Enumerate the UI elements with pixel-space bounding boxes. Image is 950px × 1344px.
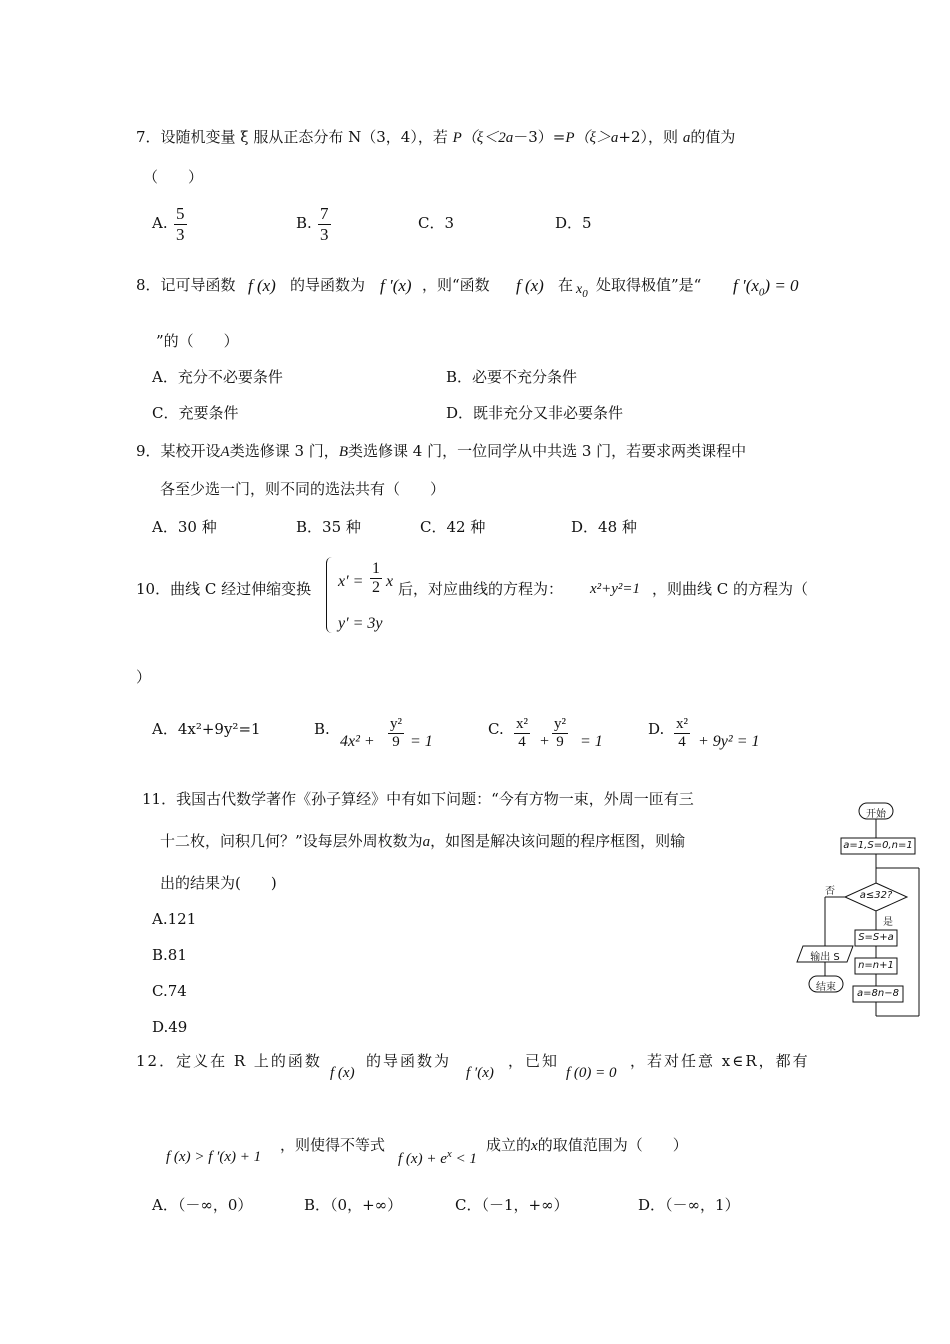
q10-stem-text: ，则曲线 C 的方程为（ [652,580,809,598]
q11-text: ，如图是解决该问题的程序框图，则输 [430,832,686,850]
option-b-fraction [318,205,331,244]
q12-ineq-sup: x [446,1148,452,1160]
option-a: A．（－∞，0） [152,1196,253,1214]
q10-stem-text: 10．曲线 C 经过伸缩变换 [136,580,312,598]
q8-stem-text: 处取得极值”是“ [596,276,702,294]
q9-line-1 [136,442,746,461]
q8-stem-text: 的导函数为 [290,276,366,294]
q10-close-paren: ） [136,668,152,686]
option-a-fraction [174,205,187,244]
system-line-1: x′ = [338,573,364,590]
flow-yes-label: 是 [883,917,893,928]
option-c: C.74 [152,982,187,1000]
fraction-denominator: 4 [678,733,686,750]
q8-x0-var: x [576,282,583,297]
option-b: B．35 种 [296,518,361,536]
fraction-numerator: 5 [176,204,185,223]
option-d: D.49 [152,1018,188,1036]
option-d: D．48 种 [571,518,637,536]
option-d-fraction [674,716,690,751]
fraction-denominator: 9 [392,733,400,750]
option-c: C．（－1，+∞） [455,1196,569,1214]
q7-stem [136,128,735,147]
option-d: D．5 [555,214,592,232]
option-c-term: = 1 [580,733,603,750]
option-a: A．30 种 [152,518,217,536]
q9-line-2: 各至少选一门，则不同的选法共有（ ） [160,480,446,498]
option-c: C．42 种 [420,518,486,536]
option-b-label: B. [314,720,330,738]
option-c-term: + [539,733,550,750]
q11-line-2 [160,832,685,851]
q7-stem-text: 的值为 [690,128,736,146]
fraction-numerator: y² [554,716,566,732]
q12-text: ，若对任意 x∈R，都有 [630,1052,810,1070]
program-flowchart [795,798,925,1038]
flow-condition: a≤32? [859,890,893,901]
option-b-label: B. [296,214,312,232]
flow-step-1: S=S+a [858,932,894,943]
option-a: A．充分不必要条件 [152,368,283,386]
option-b: B.81 [152,946,187,964]
q12-formula: f (x) [330,1065,355,1081]
q9-text: 9．某校开设 [136,442,221,460]
option-b-term: 4x² + [340,733,375,750]
q7-stem-text: P（ξ＜2 [452,130,506,146]
fraction-denominator: 2 [372,578,380,596]
system-line-2: y′ = 3y [338,615,383,632]
system-brace [326,557,335,633]
q7-stem-text: +2），则 [618,128,679,146]
q8-formula-text: ) = 0 [764,276,799,295]
option-d: D．既非充分又非必要条件 [446,404,624,422]
flow-step-2: n=n+1 [858,960,894,971]
q12-line-2 [486,1136,688,1155]
q11-line-1: 11．我国古代数学著作《孙子算经》中有如下问题：“今有方物一束，外周一匝有三 [142,790,694,808]
q7-stem-text: －3）= [513,128,566,146]
q8-formula-sub: 0 [758,286,765,299]
fraction-numerator: 7 [320,204,329,223]
q7-stem-text: P（ξ＞ [565,130,611,146]
option-c-label: C. [488,720,504,738]
q12-inequality-1: f (x) > f ′(x) + 1 [166,1149,262,1165]
q12-text: 12．定义在 R 上的函数 [136,1052,322,1070]
option-c-fraction-2 [552,716,568,751]
flow-no-label: 否 [825,886,835,897]
fraction-numerator: y² [390,716,402,732]
fraction-denominator: 3 [176,224,185,244]
q7-var-a: a [682,130,691,146]
system-line-1-x: x [386,573,394,590]
fraction-numerator: x² [516,716,528,732]
q9-text: 类选修课 3 门， [229,442,339,460]
q7-var-a: a [505,130,514,146]
q12-formula: f ′(x) [466,1065,494,1081]
q12-text: ，则使得不等式 [280,1136,386,1154]
q12-text: 的取值范围为（ ） [537,1136,688,1154]
q8-stem-text: 在 [558,276,574,294]
flow-start: 开始 [866,809,886,820]
option-b: B．必要不充分条件 [446,368,578,386]
q7-var-a: a [610,130,619,146]
option-b-term: = 1 [410,733,433,750]
option-a: A.121 [152,910,197,928]
option-d-term: + 9y² = 1 [698,733,760,750]
q8-formula: f ′(x) [380,276,412,295]
option-d: D．（－∞，1） [638,1196,740,1214]
option-c: C．3 [418,214,455,232]
fraction-numerator: 1 [372,560,380,577]
q8-stem-text: ”的（ ） [156,332,239,350]
flow-init: a=1,S=0,n=1 [843,840,913,851]
q8-stem-text: ，则“函数 [422,276,490,294]
fraction-denominator: 9 [556,733,564,750]
q12-formula: f (0) = 0 [566,1065,617,1081]
q12-text: 的导函数为 [366,1052,452,1070]
flowchart-lines [795,798,925,1038]
fraction-numerator: x² [676,716,688,732]
q9-var: A [220,444,230,460]
answer-paren: （ ） [143,168,204,186]
q8-formula: f (x) [248,276,276,295]
fraction-denominator: 3 [320,224,329,244]
q11-text: 十二枚，问积几何？”设每层外周枚数为 [160,832,423,850]
q9-var: B [338,444,348,460]
option-d-label: D. [648,720,665,738]
q12-text: 成立的 [486,1136,532,1154]
q8-stem-text: 8．记可导函数 [136,276,236,294]
option-c-fraction-1 [514,716,530,751]
q12-inequality-2 [398,1148,477,1168]
option-a-label: A. [152,214,168,232]
q12-text: ，已知 [508,1052,560,1070]
flow-step-3: a=8n−8 [857,988,899,999]
q10-equation: x²+y²=1 [590,581,641,597]
q8-x0 [576,282,588,301]
q10-stem-text: 后，对应曲线的方程为： [398,580,564,598]
q11-var: a [422,834,431,850]
option-c: C．充要条件 [152,404,239,422]
q8-formula-text: f ′(x [733,276,759,295]
q12-var: x [531,1138,538,1154]
q9-text: 类选修课 4 门，一位同学从中共选 3 门，若要求两类课程中 [347,442,747,460]
option-b-fraction [388,716,404,751]
fraction-denominator: 4 [518,733,526,750]
system-fraction [370,560,382,597]
q12-ineq-text: f (x) + e [398,1151,447,1167]
q8-formula [733,276,799,300]
flow-output: 输出 S [810,952,840,963]
q12-ineq-text: < 1 [451,1151,477,1167]
q8-formula: f (x) [516,276,544,295]
option-b: B．（0，+∞） [304,1196,403,1214]
q8-x0-sub: 0 [582,287,588,300]
q11-line-3: 出的结果为( ) [160,874,277,892]
option-a: A．4x²+9y²=1 [152,720,261,738]
q7-stem-text: 7．设随机变量 ξ 服从正态分布 N（3，4），若 [136,128,448,146]
flow-end: 结束 [816,982,836,993]
